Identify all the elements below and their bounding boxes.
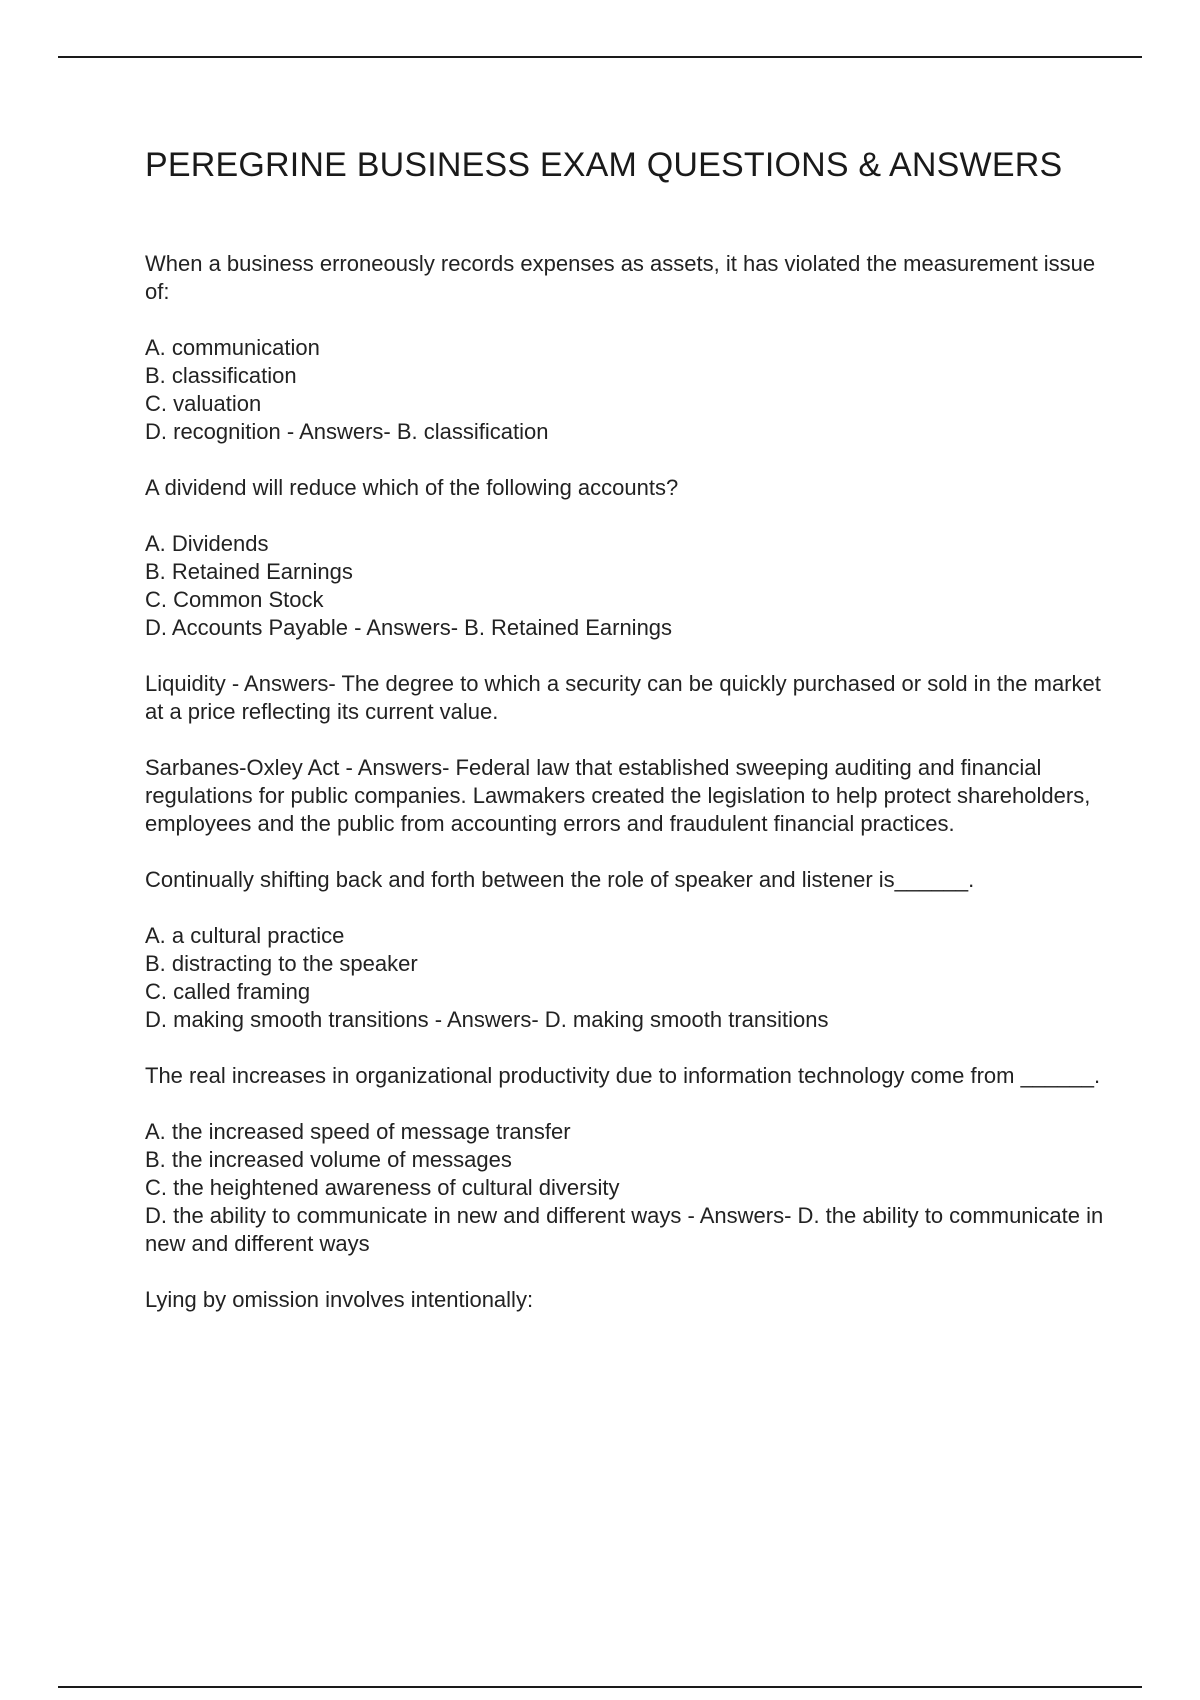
question-text: Lying by omission involves intentionally: <box>145 1287 534 1312</box>
options-list <box>145 530 1105 642</box>
option-item: B. distracting to the speaker <box>145 951 418 976</box>
question-text: When a business erroneously records expenses as assets, it has violated the measurement issue of: <box>145 251 1096 304</box>
question-text: A dividend will reduce which of the following accounts? <box>145 475 679 500</box>
question-text: The real increases in organizational productivity due to information technology come from ______. <box>145 1063 1101 1088</box>
option-item: A. communication <box>145 335 320 360</box>
option-item: A. Dividends <box>145 531 269 556</box>
option-item: A. a cultural practice <box>145 923 345 948</box>
question-block <box>145 474 1105 502</box>
option-item: C. Common Stock <box>145 587 324 612</box>
document-body <box>145 144 1105 1342</box>
option-item: B. Retained Earnings <box>145 559 353 584</box>
definition-text: Liquidity - Answers- The degree to which a security can be quickly purchased or sold in the market at a price reflecting its current value. <box>145 671 1101 724</box>
option-item-answer: D. the ability to communicate in new and different ways - Answers- D. the ability to communicate in new and different ways <box>145 1203 1104 1256</box>
question-text: Continually shifting back and forth between the role of speaker and listener is______. <box>145 867 975 892</box>
option-item-answer: D. recognition - Answers- B. classification <box>145 419 549 444</box>
option-item: A. the increased speed of message transfer <box>145 1119 571 1144</box>
option-item-answer: D. Accounts Payable - Answers- B. Retained Earnings <box>145 615 673 640</box>
page-title: PEREGRINE BUSINESS EXAM QUESTIONS & ANSWERS <box>145 146 1063 184</box>
definition-text: Sarbanes-Oxley Act - Answers- Federal law that established sweeping auditing and financial regulations for public companies. Lawmakers created the legislation to help protect shareholders, employees and the public from accounting errors and fraudulent financial practices. <box>145 755 1091 836</box>
question-block <box>145 250 1105 306</box>
definition-block <box>145 754 1105 838</box>
definition-block <box>145 670 1105 726</box>
header-rule <box>58 56 1142 58</box>
option-item: C. the heightened awareness of cultural diversity <box>145 1175 620 1200</box>
option-item: B. the increased volume of messages <box>145 1147 512 1172</box>
question-block <box>145 866 1105 894</box>
option-item: C. valuation <box>145 391 262 416</box>
footer-rule <box>58 1686 1142 1688</box>
options-list <box>145 1118 1105 1258</box>
options-list <box>145 922 1105 1034</box>
option-item: C. called framing <box>145 979 311 1004</box>
options-list <box>145 334 1105 446</box>
question-block <box>145 1286 1105 1314</box>
option-item: B. classification <box>145 363 297 388</box>
option-item-answer: D. making smooth transitions - Answers- D. making smooth transitions <box>145 1007 829 1032</box>
question-block <box>145 1062 1105 1090</box>
